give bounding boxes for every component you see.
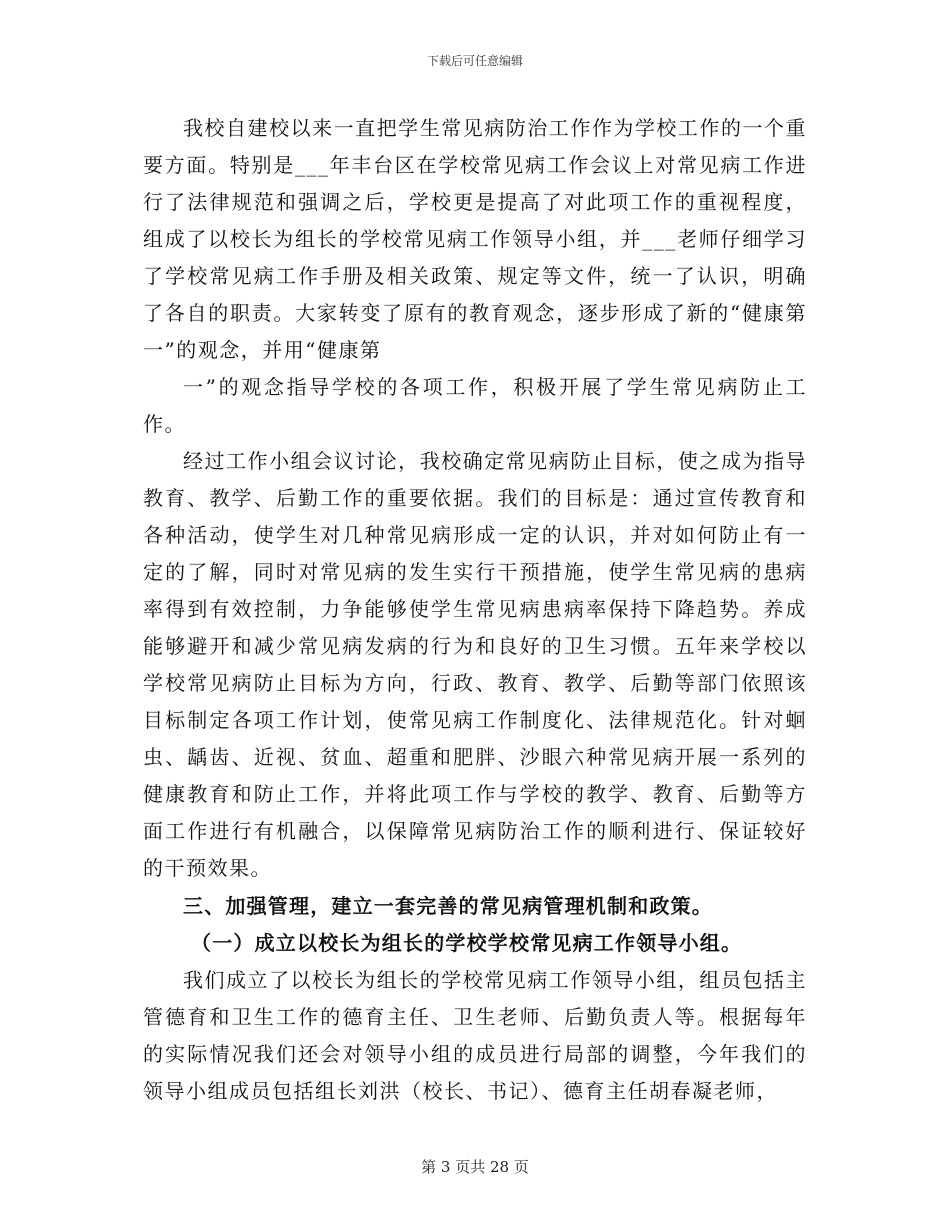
paragraph-2: 一”的观念指导学校的各项工作，积极开展了学生常见病防止工作。 bbox=[143, 375, 807, 436]
paragraph-1: 我校自建校以来一直把学生常见病防治工作作为学校工作的一个重要方面。特别是___年丰台区在学校常见病工作会议上对常见病工作进行了法律规范和强调之后，学校更是提高了对此项工作的重视程度，组成了以校长为组长的学校常见病工作领导小组，并___老师仔细学习了学校常见病工作手册及相关政策、规定等文件，统一了认识，明确了各自的职责。大家转变了原有的教育观念，逐步形成了新的“健康第一”的观念，并用“健康第 bbox=[143, 116, 807, 362]
section-heading: 三、加强管理，建立一套完善的常见病管理机制和政策。 bbox=[183, 894, 713, 918]
page-footer: 第 3 页共 28 页 bbox=[421, 1158, 529, 1176]
page-header: 下载后可任意编辑 bbox=[426, 54, 523, 68]
document-body bbox=[143, 110, 807, 1110]
subsection-heading: （一）成立以校长为组长的学校学校常见病工作领导小组。 bbox=[191, 931, 743, 955]
paragraph-3: 经过工作小组会议讨论，我校确定常见病防止目标，使之成为指导教育、教学、后勤工作的重要依据。我们的目标是：通过宣传教育和各种活动，使学生对几种常见病形成一定的认识，并对如何防止有一定的了解，同时对常见病的发生实行干预措施，使学生常见病的患病率得到有效控制，力争能够使学生常见病患病率保持下降趋势。养成能够避开和减少常见病发病的行为和良好的卫生习惯。五年来学校以学校常见病防止目标为方向，行政、教育、教学、后勤等部门依照该目标制定各项工作计划，使常见病工作制度化、法律规范化。针对蛔虫、龋齿、近视、贫血、超重和肥胖、沙眼六种常见病开展一系列的健康教育和防止工作，并将此项工作与学校的教学、教育、后勤等方面工作进行有机融合，以保障常见病防治工作的顺利进行、保证较好的干预效果。 bbox=[143, 449, 807, 880]
paragraph-4: 我们成立了以校长为组长的学校常见病工作领导小组，组员包括主管德育和卫生工作的德育主任、卫生老师、后勤负责人等。根据每年的实际情况我们还会对领导小组的成员进行局部的调整，今年我们的领导小组成员包括组长刘洪（校长、书记）、德育主任胡春凝老师， bbox=[143, 968, 807, 1103]
